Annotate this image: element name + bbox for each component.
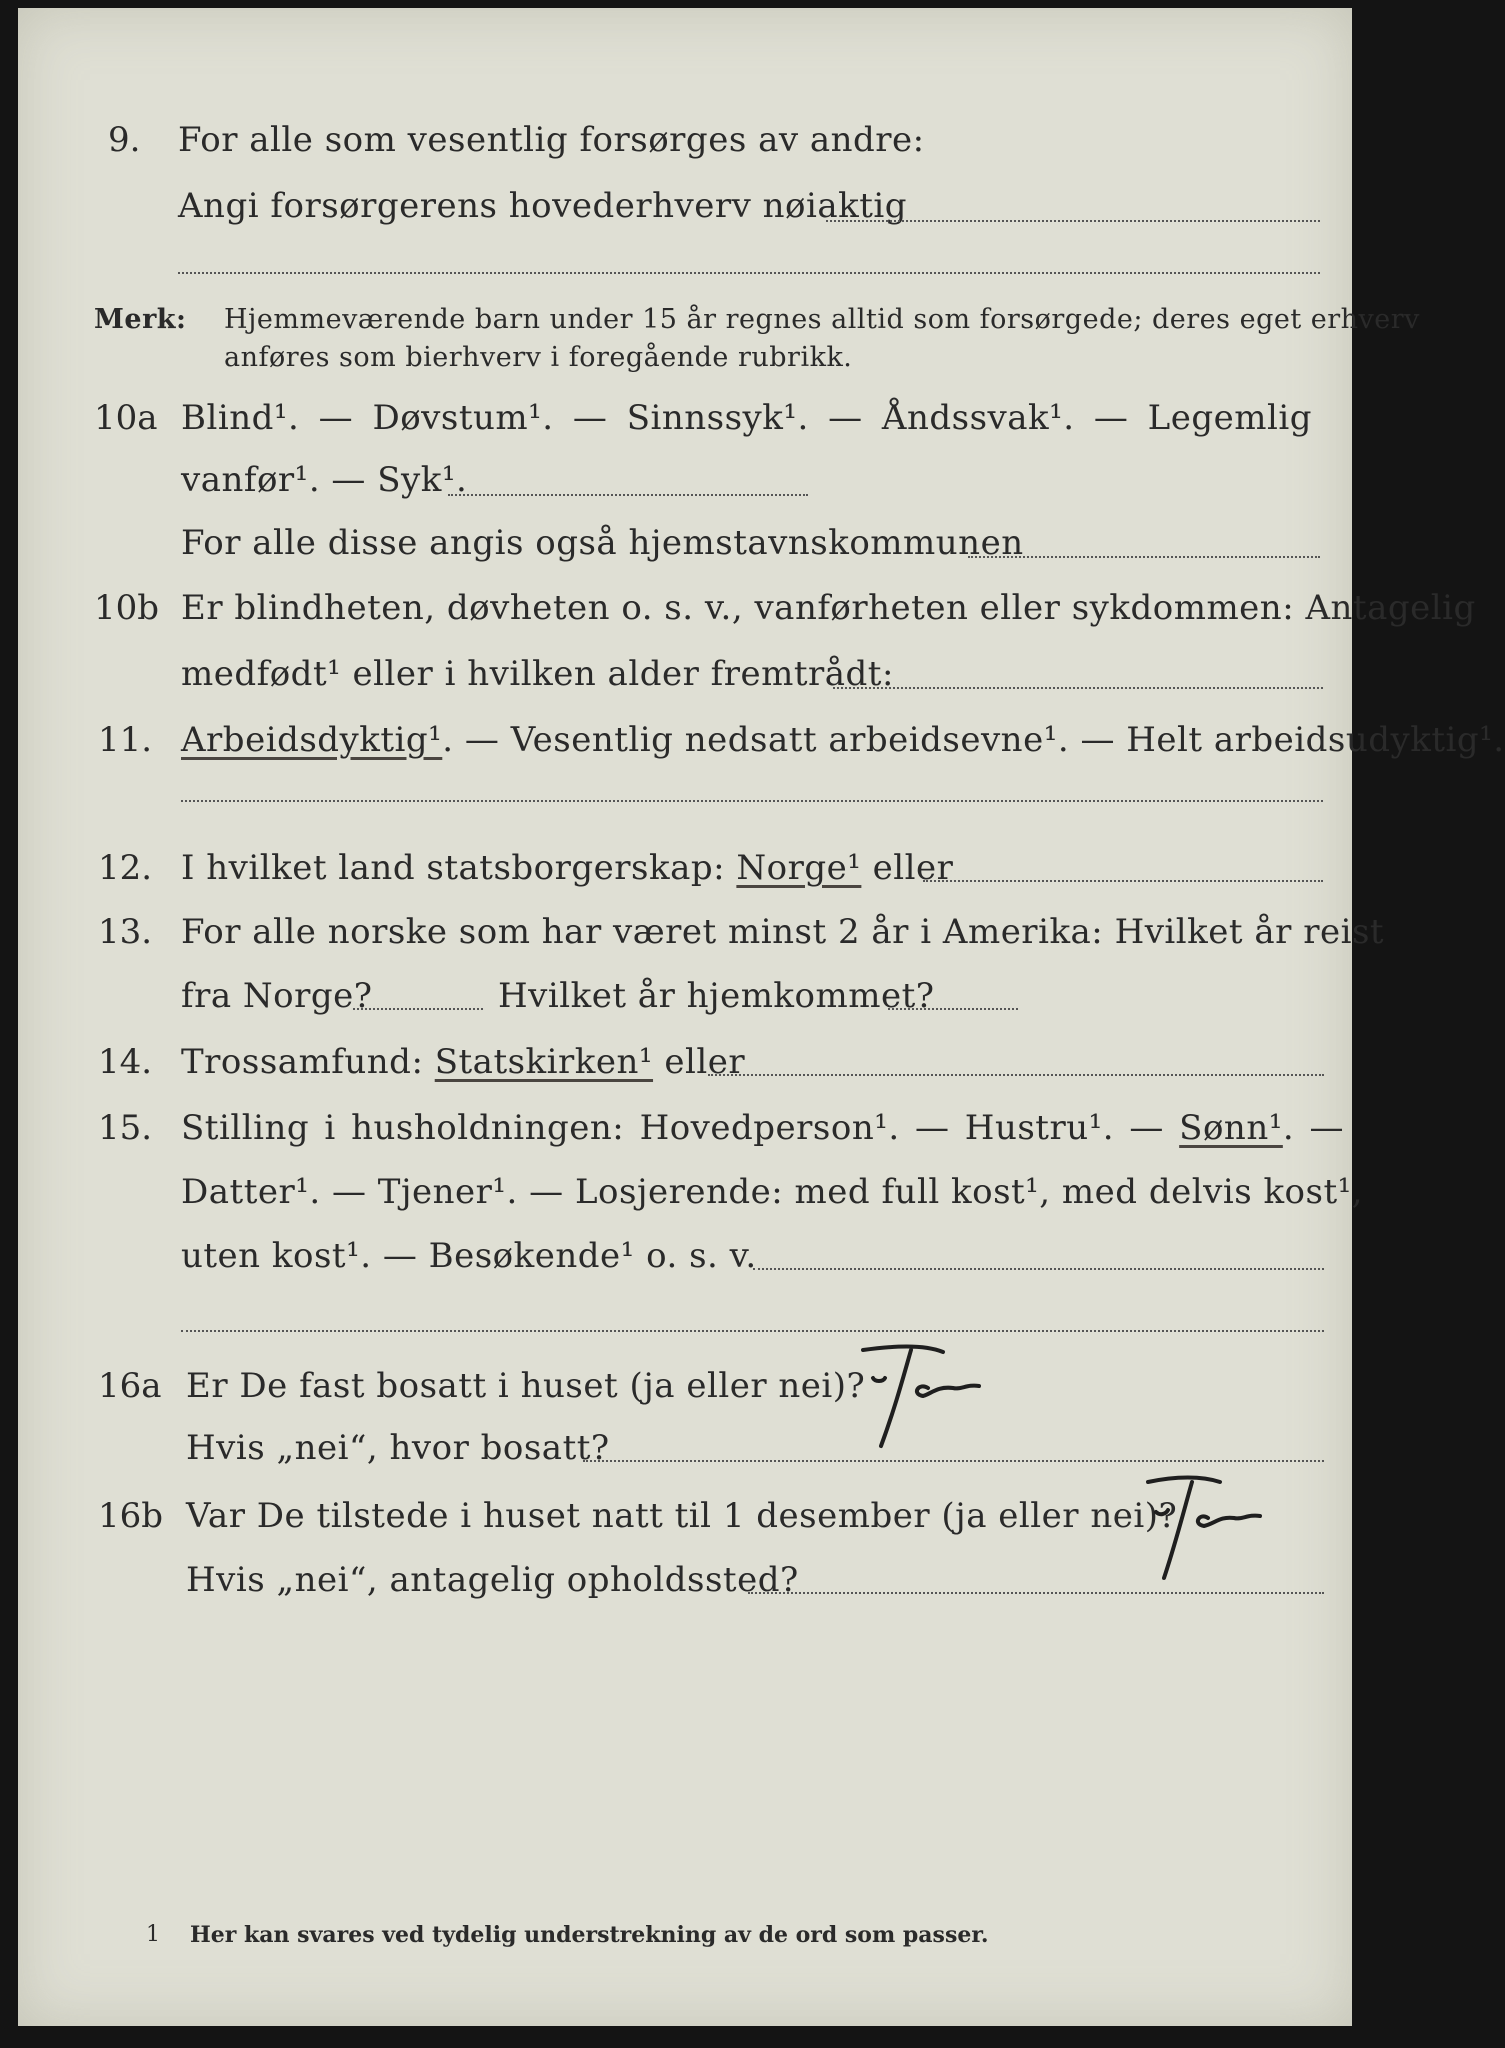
q14-answer-field[interactable]	[708, 1074, 1324, 1076]
q10b-line2: medfødt¹ eller i hvilken alder fremtrådt:	[181, 654, 894, 694]
q16b-whereabouts-field[interactable]	[748, 1592, 1324, 1594]
q14-line	[181, 1042, 745, 1082]
q15-line3: uten kost¹. — Besøkende¹ o. s. v.	[181, 1236, 757, 1276]
q16a-address-field[interactable]	[583, 1460, 1324, 1462]
q15-answer-field[interactable]	[753, 1268, 1324, 1270]
q16b-number: 16b	[98, 1496, 164, 1536]
footnote-text: Her kan svares ved tydelig understrekning av de ord som passer.	[190, 1922, 989, 1948]
q12-number: 12.	[98, 848, 153, 888]
q16a-handwritten-answer	[833, 1338, 993, 1458]
q11-rest: . — Vesentlig nedsatt arbeidsevne¹. — Helt arbeidsudyktig¹.	[442, 720, 1505, 760]
q15-answer-field-2[interactable]	[181, 1330, 1324, 1332]
q10b-number: 10b	[94, 588, 160, 628]
q11-number: 11.	[98, 720, 153, 760]
q13-line2a: fra Norge?	[181, 976, 373, 1016]
q14-number: 14.	[98, 1042, 153, 1082]
merk-line1: Hjemmeværende barn under 15 år regnes alltid som forsørgede; deres eget erhverv	[224, 304, 1420, 335]
q13-line1: For alle norske som har været minst 2 år i Amerika: Hvilket år reist	[181, 912, 1385, 952]
q12-line	[181, 848, 953, 888]
q14-option-statskirken[interactable]: Statskirken¹	[434, 1042, 654, 1082]
q12-answer-field[interactable]	[923, 880, 1323, 882]
q9-line1: For alle som vesentlig forsørges av andre:	[178, 120, 925, 160]
q9-answer-field-2[interactable]	[178, 272, 1320, 274]
q13-departure-field[interactable]	[353, 1008, 483, 1010]
q10b-answer-field[interactable]	[833, 687, 1323, 689]
q15-line1	[181, 1108, 1344, 1148]
census-form-page	[18, 8, 1505, 2026]
q9-line2: Angi forsørgerens hovederhverv nøiaktig	[178, 186, 908, 226]
q10a-number: 10a	[94, 398, 158, 438]
q16b-line2: Hvis „nei“, antagelig opholdssted?	[186, 1560, 799, 1600]
q11-answer-field[interactable]	[181, 800, 1323, 802]
q11-line	[181, 720, 1505, 760]
q14-suffix: eller	[653, 1042, 746, 1082]
q10a-answer-field[interactable]	[448, 494, 808, 496]
q12-suffix: eller	[861, 848, 954, 888]
q13-line2b: Hvilket år hjemkommet?	[498, 976, 935, 1016]
q15-line2: Datter¹. — Tjener¹. — Losjerende: med full kost¹, med delvis kost¹,	[181, 1172, 1364, 1212]
q16b-handwritten-answer	[1118, 1468, 1268, 1588]
q15-line1-a: Stilling i husholdningen: Hovedperson¹. — Hustru¹. —	[181, 1108, 1180, 1148]
q12-prefix: I hvilket land statsborgerskap:	[181, 848, 737, 888]
q10a-line1: Blind¹. — Døvstum¹. — Sinnssyk¹. — Åndssvak¹. — Legemlig	[181, 398, 1312, 438]
q12-option-norge[interactable]: Norge¹	[736, 848, 862, 888]
q15-option-sonn[interactable]: Sønn¹	[1179, 1108, 1283, 1148]
q14-prefix: Trossamfund:	[181, 1042, 435, 1082]
q10a-hometown-field[interactable]	[968, 556, 1320, 558]
q16a-line1: Er De fast bosatt i huset (ja eller nei)?	[186, 1366, 866, 1406]
q13-return-field[interactable]	[888, 1008, 1018, 1010]
q15-number: 15.	[98, 1108, 153, 1148]
q9-number: 9.	[108, 120, 141, 160]
footnote-mark: 1	[146, 1922, 160, 1947]
q15-line1-b: . —	[1282, 1108, 1344, 1148]
merk-label: Merk:	[94, 304, 187, 335]
q16b-line1: Var De tilstede i huset natt til 1 desember (ja eller nei)?	[186, 1496, 1178, 1536]
q11-option-arbeidsdyktig[interactable]: Arbeidsdyktig¹	[181, 720, 443, 760]
q16a-line2: Hvis „nei“, hvor bosatt?	[186, 1428, 610, 1468]
q10b-line1: Er blindheten, døvheten o. s. v., vanførheten eller sykdommen: Antagelig	[181, 588, 1476, 628]
q16a-number: 16a	[98, 1366, 162, 1406]
merk-line2: anføres som bierhverv i foregående rubrikk.	[224, 342, 853, 373]
q13-number: 13.	[98, 912, 153, 952]
q9-answer-field[interactable]	[826, 220, 1320, 222]
q10a-line3: For alle disse angis også hjemstavnskommunen	[181, 523, 1024, 563]
q10a-line2: vanfør¹. — Syk¹.	[181, 460, 468, 500]
